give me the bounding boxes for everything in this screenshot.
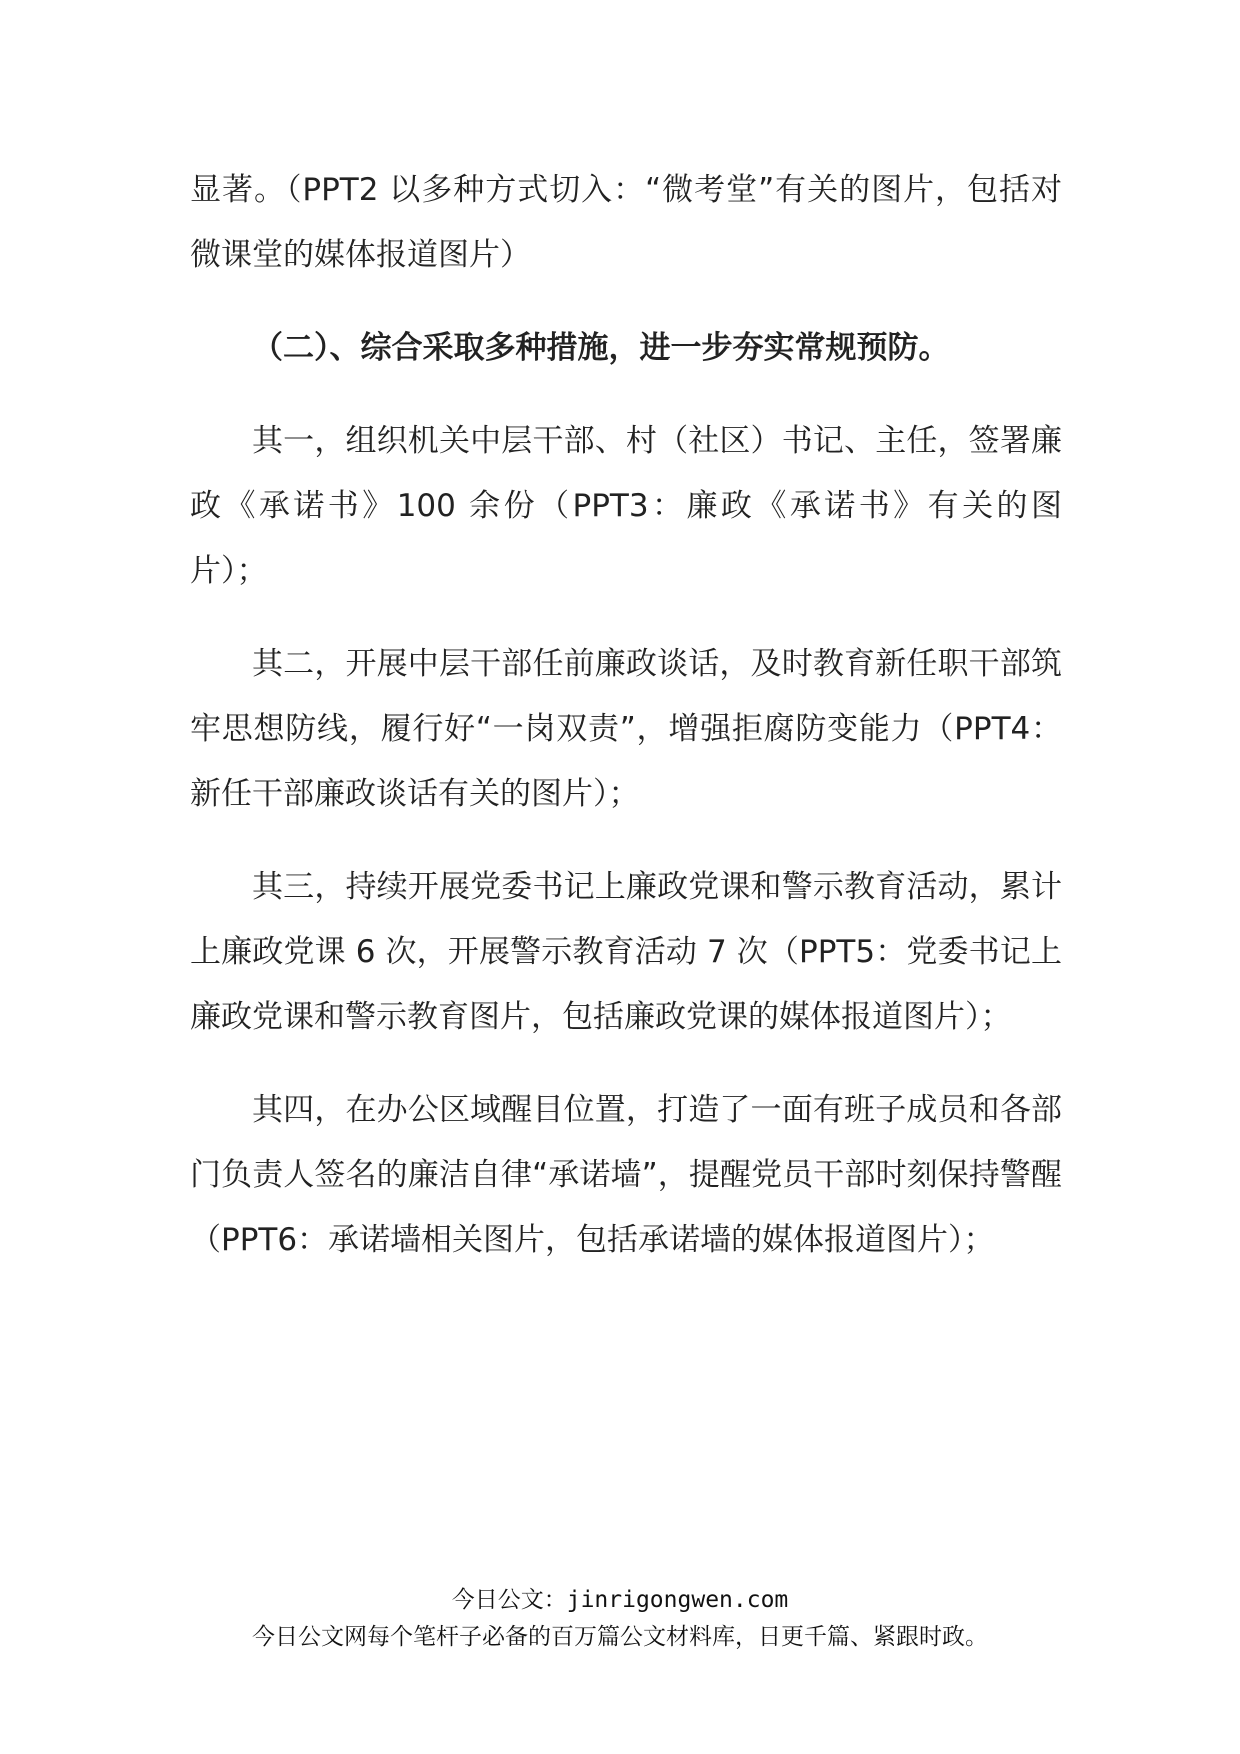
footer-site-url[interactable]: jinrigongwen.com — [566, 1587, 789, 1613]
paragraph-item-3: 其三，持续开展党委书记上廉政党课和警示教育活动，累计上廉政党课 6 次，开展警示教育活动 7 次（PPT5：党委书记上廉政党课和警示教育图片，包括廉政党课的媒体报道图片）； — [190, 869, 1062, 1035]
footer-slogan: 今日公文网每个笔杆子必备的百万篇公文材料库，日更千篇、紧跟时政。 — [252, 1624, 988, 1650]
paragraph-item-2: 其二，开展中层干部任前廉政谈话，及时教育新任职干部筑牢思想防线，履行好“一岗双责”，增强拒腐防变能力（PPT4：新任干部廉政谈话有关的图片）； — [190, 646, 1062, 812]
paragraph-intro: 显著。（PPT2 以多种方式切入：“微考堂”有关的图片，包括对微课堂的媒体报道图片） — [190, 172, 1062, 273]
footer-site-line — [0, 1582, 1240, 1619]
page-footer — [0, 1582, 1240, 1656]
paragraph-item-1: 其一，组织机关中层干部、村（社区）书记、主任，签署廉政《承诺书》100 余份（PPT3：廉政《承诺书》有关的图片）； — [190, 423, 1062, 589]
section-heading: （二）、综合采取多种措施，进一步夯实常规预防。 — [252, 330, 950, 366]
document-body — [190, 158, 1062, 1301]
paragraph-item-4: 其四，在办公区域醒目位置，打造了一面有班子成员和各部门负责人签名的廉洁自律“承诺墙”，提醒党员干部时刻保持警醒（PPT6：承诺墙相关图片，包括承诺墙的媒体报道图片）； — [190, 1092, 1062, 1258]
footer-site-label: 今日公文： — [451, 1587, 567, 1613]
